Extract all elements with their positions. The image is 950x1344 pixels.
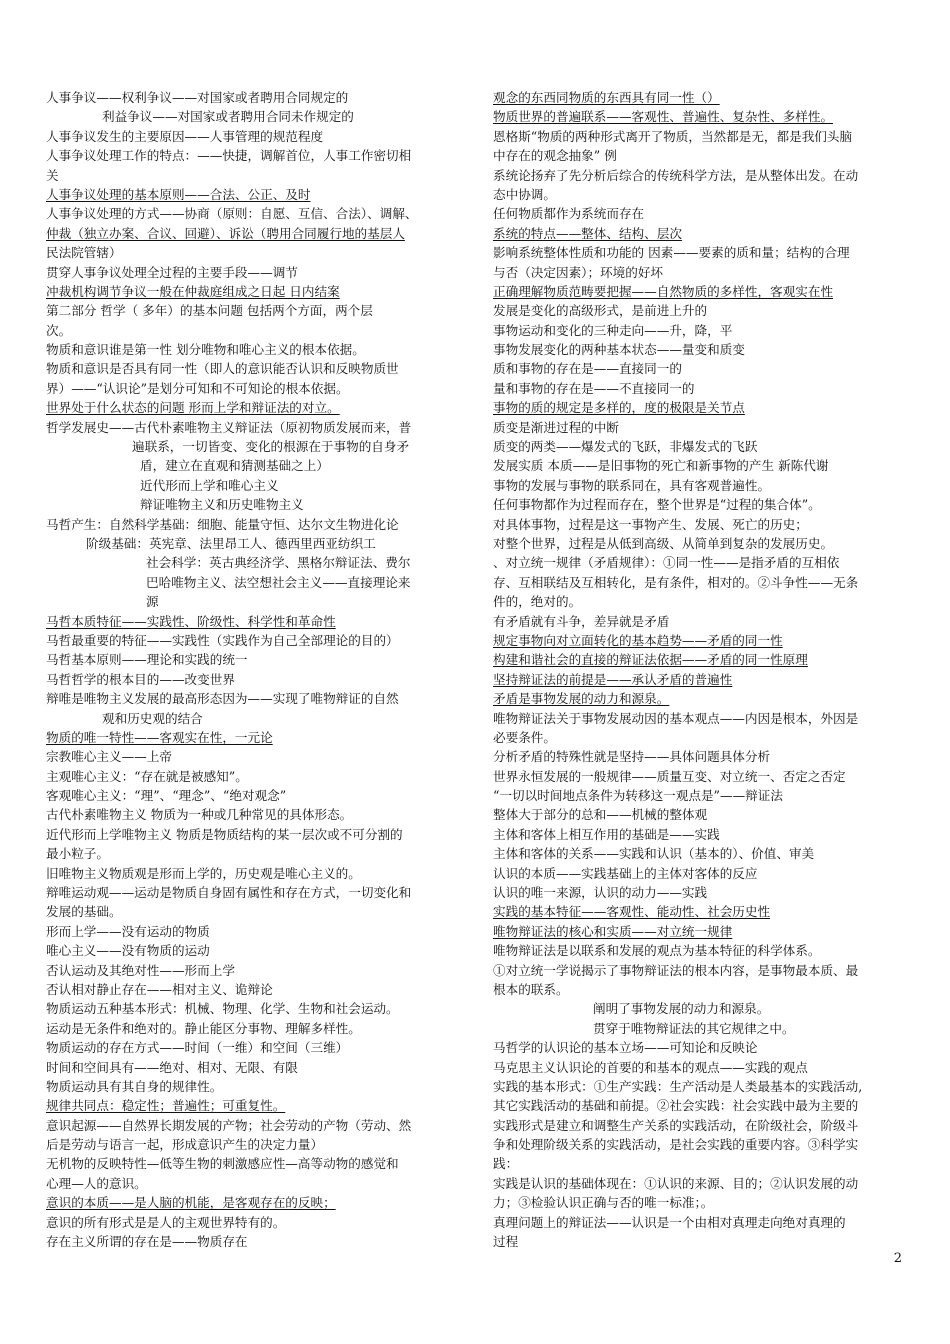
text-line: 否认运动及其绝对性——形而上学: [46, 962, 235, 978]
text-line: 时间和空间具有——绝对、相对、无限、有限: [46, 1059, 298, 1075]
text-line: 构建和谐社会的直接的辩证法依据——矛盾的同一性原理: [493, 652, 808, 668]
text-line: 辩唯运动观——运动是物质自身固有属性和存在方式，一切变化和: [46, 885, 412, 901]
text-line: 影响系统整体性质和功能的 因素——要素的质和量；结构的合理: [493, 245, 850, 261]
text-line: 与否（决定因素）；环境的好坏: [493, 264, 664, 280]
text-line: 物质的唯一特性——客观实在性，一元论: [46, 729, 273, 745]
text-line: 否认相对静止存在——相对主义、诡辩论: [46, 981, 273, 997]
text-line: 质和事物的存在是——直接同一的: [493, 361, 682, 377]
text-line: 冲裁机构调节争议一般在仲裁庭组成之日起 日内结案: [46, 283, 340, 299]
text-line: 物质和意识谁是第一性 划分唯物和唯心主义的根本依据。: [46, 342, 365, 358]
text-line: 运动是无条件和绝对的。静止能区分事物、理解多样性。: [46, 1020, 361, 1036]
text-line: 对具体事物，过程是这一事物产生、发展、死亡的历史；: [493, 516, 808, 532]
text-line: 事物的质的规定是多样的，度的极限是关节点: [493, 400, 745, 416]
text-line: 系统的特点——整体、结构、层次: [493, 225, 682, 241]
text-line: 件的，绝对的。: [493, 594, 582, 610]
text-line: 人事争议处理的方式——协商（原则：自愿、互信、合法）、调解、: [46, 206, 418, 222]
text-line: 质变是渐进过程的中断: [493, 419, 619, 435]
text-line: 利益争议——对国家或者聘用合同未作规定的: [102, 109, 354, 125]
text-line: 物质运动五种基本形式：机械、物理、化学、生物和社会运动。: [46, 1001, 399, 1017]
text-line: 认识的唯一来源，认识的动力——实践: [493, 885, 708, 901]
text-line: 根本的联系。: [493, 981, 569, 997]
text-line: 中存在的观念抽象” 例: [493, 148, 617, 164]
text-line: 事物发展变化的两种基本状态——量变和质变: [493, 342, 745, 358]
text-line: 古代朴素唯物主义 物质为一种或几种常见的具体形态。: [46, 807, 353, 823]
text-line: 规定事物向对立面转化的基本趋势——矛盾的同一性: [493, 632, 783, 648]
text-line: 任何事物都作为过程而存在，整个世界是“过程的集合体”。: [493, 497, 821, 513]
text-line: 客观唯心主义：“理”、“理念”、“绝对观念”: [46, 788, 287, 804]
text-line: 实践的基本特征——客观性、能动性、社会历史性: [493, 904, 771, 920]
text-line: 意识起源——自然界长期发展的产物；社会劳动的产物（劳动、然: [46, 1117, 412, 1133]
text-line: 正确理解物质范畴要把握——自然物质的多样性，客观实在性: [493, 283, 834, 299]
text-line: 民法院管辖）: [46, 245, 122, 261]
text-line: 马哲产生：自然科学基础：细胞、能量守恒、达尔文生物进化论: [46, 516, 399, 532]
text-line: 人事争议——权利争议——对国家或者聘用合同规定的: [46, 90, 349, 105]
text-line: 世界处于什么状态的问题 形而上学和辩证法的对立。: [46, 400, 340, 416]
text-line: 物质世界的普遍联系——客观性、普遍性、复杂性、多样性。: [493, 109, 834, 125]
text-line: 遍联系，一切皆变、变化的根源在于事物的自身矛: [132, 439, 410, 455]
text-line: 、对立统一规律（矛盾规律）：①同一性——是指矛盾的互相依: [493, 555, 840, 571]
text-line: 唯物辩证法关于事物发展动因的基本观点——内因是根本，外因是: [493, 710, 859, 726]
text-line: 发展实质 本质——是旧事物的死亡和新事物的产生 新陈代谢: [493, 458, 829, 474]
text-line: 整体大于部分的总和——机械的整体观: [493, 807, 708, 823]
text-line: 主观唯心主义：“存在就是被感知”。: [46, 768, 248, 784]
text-line: 真理问题上的辩证法——认识是一个由相对真理走向绝对真理的: [493, 1214, 846, 1230]
text-line: 无机物的反映特性—低等生物的刺激感应性—高等动物的感觉和: [46, 1156, 399, 1172]
text-line: 力；③检验认识正确与否的唯一标准；。: [493, 1195, 714, 1211]
text-line: 界）——“认识论”是划分可知和不可知论的根本依据。: [46, 380, 349, 396]
text-line: ①对立统一学说揭示了事物辩证法的根本内容，是事物最本质、最: [493, 962, 859, 978]
text-line: 过程: [493, 1234, 519, 1250]
text-line: 实践形式是建立和调整生产关系的实践活动，在阶级社会，阶级斗: [493, 1117, 859, 1133]
text-line: 旧唯物主义物质观是形而上学的，历史观是唯心主义的。: [46, 865, 361, 881]
text-line: 主体和客体上相互作用的基础是——实践: [493, 826, 720, 842]
text-line: 盾，建立在直观和猜测基础之上）: [140, 458, 329, 474]
text-line: 马哲哲学的根本目的——改变世界: [46, 671, 235, 687]
text-line: 矛盾是事物发展的动力和源泉。: [493, 691, 670, 707]
text-line: 质变的两类——爆发式的飞跃，非爆发式的飞跃: [493, 439, 758, 455]
text-line: 践：: [493, 1156, 519, 1172]
text-line: 发展的基础。: [46, 904, 122, 920]
text-line: 贯穿于唯物辩证法的其它规律之中。: [593, 1020, 795, 1036]
text-line: 实践的基本形式：①生产实践：生产活动是人类最基本的实践活动,: [493, 1078, 863, 1094]
text-line: 人事争议发生的主要原因——人事管理的规范程度: [46, 128, 324, 144]
text-line: 哲学发展史——古代朴素唯物主义辩证法（原初物质发展而来，普: [46, 419, 412, 435]
text-line: 观和历史观的结合: [102, 710, 203, 726]
text-line: 量和事物的存在是——不直接同一的: [493, 380, 695, 396]
text-line: 辩证唯物主义和历史唯物主义: [140, 497, 304, 513]
text-line: 唯物辩证法的核心和实质——对立统一规律: [493, 923, 733, 939]
text-line: 事物运动和变化的三种走向——升，降，平: [493, 322, 733, 338]
page-number: 2: [893, 1251, 902, 1266]
text-line: 实践是认识的基础体现在：①认识的来源、目的；②认识发展的动: [493, 1175, 859, 1191]
text-line: 意识的本质——是人脑的机能，是客观存在的反映；: [46, 1195, 336, 1211]
text-line: 马克思主义认识论的首要的和基本的观点——实践的观点: [493, 1059, 808, 1075]
text-line: 规律共同点：稳定性；普遍性；可重复性。: [46, 1098, 286, 1114]
text-line: 后是劳动与语言一起，形成意识产生的决定力量）: [46, 1137, 324, 1153]
text-line: 系统论扬弃了先分析后综合的传统科学方法，是从整体出发。在动: [493, 167, 859, 183]
text-line: “一切以时间地点条件为转移这一观点是”——辩证法: [493, 788, 783, 804]
text-line: 人事争议处理的基本原则——合法、公正、及时: [46, 186, 311, 202]
text-line: 存、互相联结及互相转化，是有条件，相对的。②斗争性——无条: [493, 574, 859, 590]
text-line: 巴哈唯物主义、法空想社会主义——直接理论来: [146, 574, 411, 590]
text-line: 唯物辩证法是以联系和发展的观点为基本特征的科学体系。: [493, 943, 821, 959]
text-line: 马哲本质特征——实践性、阶级性、科学性和革命性: [46, 613, 336, 629]
text-line: 争和处理阶级关系的实践活动，是社会实践的重要内容。③科学实: [493, 1137, 859, 1153]
text-line: 贯穿人事争议处理全过程的主要手段——调节: [46, 264, 298, 280]
text-line: 阶级基础：英宪章、法里昂工人、德西里西亚纺织工: [86, 535, 376, 551]
text-line: 物质运动的存在方式——时间（一维）和空间（三维）: [46, 1040, 349, 1056]
text-line: 必要条件。: [493, 729, 556, 745]
text-line: 马哲基本原则——理论和实践的统一: [46, 652, 248, 668]
text-line: 马哲学的认识论的基本立场——可知论和反映论: [493, 1040, 758, 1056]
text-line: 分析矛盾的特殊性就是坚持——具体问题具体分析: [493, 749, 771, 765]
text-line: 态中协调。: [493, 186, 556, 202]
text-line: 发展是变化的高级形式，是前进上升的: [493, 303, 708, 319]
text-line: 形而上学——没有运动的物质: [46, 923, 210, 939]
text-line: 主体和客体的关系——实践和认识（基本的）、价值、审美: [493, 846, 815, 862]
text-line: 坚持辩证法的前提是——承认矛盾的普遍性: [493, 671, 733, 687]
text-line: 恩格斯“物质的两种形式离开了物质，当然都是无，都是我们头脑: [493, 128, 853, 144]
text-line: 人事争议处理工作的特点：——快捷，调解首位，人事工作密切相: [46, 148, 412, 164]
text-line: 源: [146, 594, 159, 610]
text-line: 世界永恒发展的一般规律——质量互变、对立统一、否定之否定: [493, 768, 846, 784]
text-line: 物质和意识是否具有同一性（即人的意识能否认识和反映物质世: [46, 361, 399, 377]
text-line: 最小粒子。: [46, 846, 109, 862]
text-line: 物质运动具有其自身的规律性。: [46, 1078, 223, 1094]
text-line: 事物的发展与事物的联系同在，具有客观普遍性。: [493, 477, 771, 493]
text-line: 近代形而上学唯物主义 物质是物质结构的某一层次或不可分割的: [46, 826, 403, 842]
text-line: 仲裁（独立办案、合议、回避）、诉讼（聘用合同履行地的基层人: [46, 225, 405, 241]
text-line: 关: [46, 167, 59, 183]
text-line: 辩唯是唯物主义发展的最高形态因为——实现了唯物辩证的自然: [46, 691, 399, 707]
text-line: 认识的本质——实践基础上的主体对客体的反应: [493, 865, 758, 881]
text-line: 任何物质都作为系统而存在: [493, 206, 645, 222]
text-line: 对整个世界，过程是从低到高级、从简单到复杂的发展历史。: [493, 535, 834, 551]
text-line: 观念的东西同物质的东西具有同一性（）: [493, 90, 720, 105]
text-line: 马哲最重要的特征——实践性（实践作为自己全部理论的目的）: [46, 632, 399, 648]
right-column: [493, 88, 911, 1251]
text-line: 心理—人的意识。: [46, 1175, 147, 1191]
text-line: 其它实践活动的基础和前提。②社会实践：社会实践中最为主要的: [493, 1098, 859, 1114]
text-line: 意识的所有形式是是人的主观世界特有的。: [46, 1214, 286, 1230]
text-line: 第二部分 哲学（ 多年）的基本问题 包括两个方面，两个层: [46, 303, 373, 319]
text-line: 次。: [46, 322, 72, 338]
text-line: 社会科学：英古典经济学、黑格尔辩证法、费尔: [146, 555, 411, 571]
text-line: 存在主义所谓的存在是——物质存在: [46, 1234, 248, 1250]
text-line: 近代形而上学和唯心主义: [140, 477, 279, 493]
text-line: 阐明了事物发展的动力和源泉。: [593, 1001, 770, 1017]
left-column: [46, 88, 464, 1251]
text-line: 有矛盾就有斗争，差异就是矛盾: [493, 613, 670, 629]
text-line: 宗教唯心主义——上帝: [46, 749, 172, 765]
text-line: 唯心主义——没有物质的运动: [46, 943, 210, 959]
